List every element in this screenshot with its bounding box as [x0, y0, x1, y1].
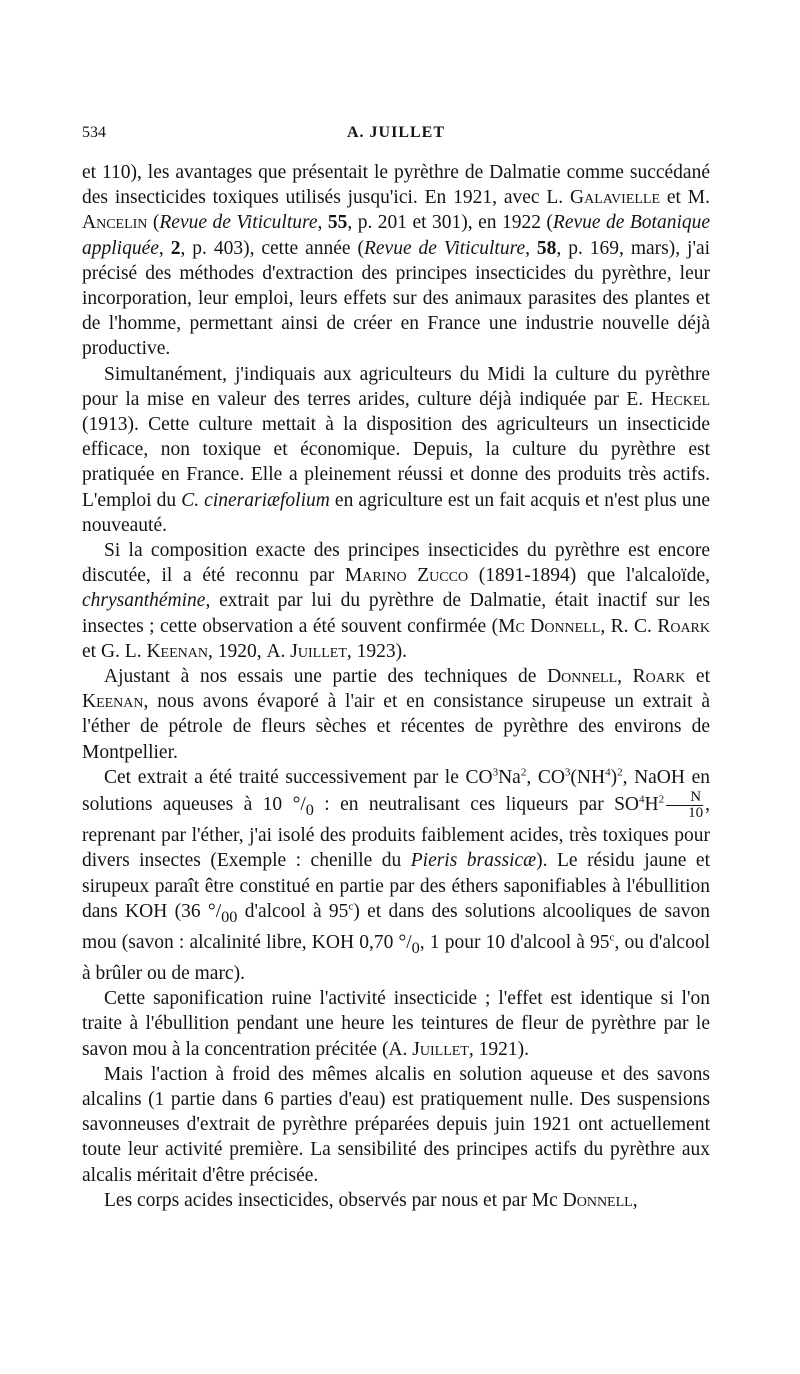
author-name: Roark — [632, 666, 686, 688]
author-name: A. Juillet — [266, 640, 347, 662]
author-name: Heckel — [650, 388, 710, 410]
volume-number: 58 — [536, 237, 557, 259]
author-name: Keenan — [82, 691, 144, 713]
author-name: R. C. Roark — [610, 615, 710, 637]
running-header — [82, 124, 710, 148]
author-name: G. L. Keenan — [100, 640, 208, 662]
journal-title: Revue de Viticulture — [363, 237, 526, 259]
author-name: Donnell — [562, 1189, 633, 1211]
journal-title: Revue de Viticulture — [159, 212, 318, 234]
author-name: Donnell — [547, 666, 618, 688]
paragraph-6: Cette saponification ruine l'activité insecticide ; l'effet est identique si l'on traite à l'ébullition pendant une heure les teintures de fleur de pyrèthre par le savon mou à la concentration précitée (A. Juillet, 1921). — [82, 988, 710, 1060]
author-name: Mc Donnell — [498, 615, 601, 637]
paragraph-3: Si la composition exacte des principes insecticides du pyrèthre est encore discutée, il a été reconnu par Marino Zucco (1891-1894) que l'alcaloïde, chrysanthémine, extrait par lui du pyrèthre de Dalmatie, était inactif sur les insectes ; cette observation a été souvent confirmée (Mc Donnell, R. C. Roark et G. L. Keenan, 1920, A. Juillet, 1923). — [82, 540, 710, 662]
body-text — [82, 160, 710, 1213]
author-name: Marino Zucco — [344, 565, 469, 587]
paragraph-2: Simultanément, j'indiquais aux agriculteurs du Midi la culture du pyrèthre pour la mise en valeur des terres arides, culture déjà indiquée par E. Heckel (1913). Cette culture mettait à la disposition des agriculteurs un insecticide efficace, non toxique et économique. Depuis, la culture du pyrèthre est pratiquée en France. Elle a pleinement réussi et donne des produits très actifs. L'emploi du C. cinerariæfolium en agriculture est un fait acquis et n'est plus une nouveauté. — [82, 363, 710, 536]
paragraph-5: Cet extrait a été traité successivement par le $CO^3Na^2$, $CO^3(NH^4)^2$, NaOH en solutions aqueuses à 10 $^\circ/_0$ : en neutralisant ces liqueurs par $SO^4H^2$ $\frac{N}{10}$ , reprenant par l'éther, j'ai isolé des produits faiblement acides, très toxiques pour divers insectes (Exemple : chenille du Pieris brassicæ). Le résidu jaune et sirupeux paraît être constitué en partie par des éthers saponifiables à l'ébullition dans KOH (36 $^\circ/_{00}$ d'alcool à 95$^c$) et dans des solutions alcooliques de savon mou (savon : alcalinité libre, KOH 0,70 $^\circ/_0$, 1 pour 10 d'alcool à 95$^c$, ou d'alcool à brûler ou de marc). — [82, 766, 710, 984]
journal-title: Revue de Botanique appliquée — [82, 212, 711, 259]
author-name: A. Juillet — [388, 1038, 469, 1060]
species-name: Pieris brassicæ — [410, 850, 537, 872]
paragraph-1: et 110), les avantages que présentait le pyrèthre de Dalmatie comme succédané des insecticides toxiques utilisés jusqu'ici. En 1921, avec L. Galavielle et M. Ancelin (Revue de Viticulture, 55, p. 201 et 301), en 1922 (Revue de Botanique appliquée, 2, p. 403), cette année (Revue de Viticulture, 58, p. 169, mars), j'ai précisé des méthodes d'extraction des principes insecticides du pyrèthre, leur incorporation, leur emploi, leurs effets sur des animaux parasites des plantes et de l'homme, permettant ainsi de créer en France une industrie nouvelle déjà productive. — [82, 162, 711, 360]
species-name: C. cinerariæfolium — [181, 489, 330, 511]
paragraph-7: Mais l'action à froid des mêmes alcalis en solution aqueuse et des savons alcalins (1 partie dans 6 parties d'eau) est pratiquement nulle. Des suspensions savonneuses d'extrait de pyrèthre préparées depuis juin 1921 ont actuellement toute leur activité première. La sensibilité des principes actifs du pyrèthre aux alcalis méritait d'être précisée. — [82, 1063, 710, 1186]
author-name: Galavielle — [570, 187, 661, 209]
paragraph-8: Les corps acides insecticides, observés par nous et par Mc Donnell, — [104, 1189, 638, 1211]
volume-number: 55 — [327, 212, 348, 234]
author-name: Ancelin — [82, 212, 148, 234]
running-title: A. JUILLET — [346, 124, 446, 141]
fraction-n-over-10: $\frac{N}{10}$ — [666, 790, 703, 821]
page-number: 534 — [82, 124, 106, 141]
volume-number: 2 — [170, 237, 181, 259]
compound-name: chrysanthémine — [82, 590, 206, 612]
paragraph-4: Ajustant à nos essais une partie des techniques de Donnell, Roark et Keenan, nous avons évaporé à l'air et en consistance sirupeuse un extrait à l'éther de pétrole de fleurs sèches et récentes de pyrèthre des environs de Montpellier. — [82, 666, 711, 763]
